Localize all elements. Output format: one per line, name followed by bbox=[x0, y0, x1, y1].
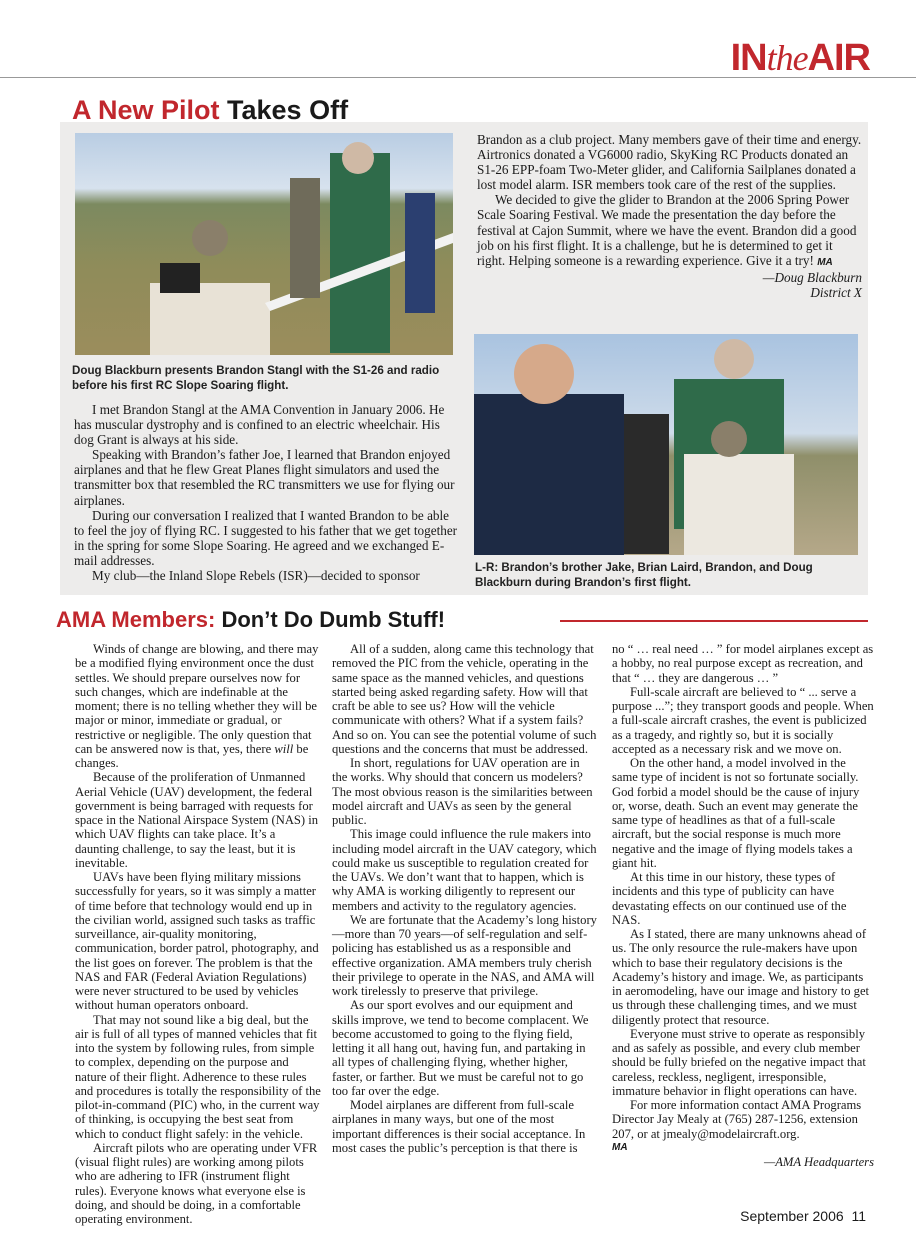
title-red-part: A New Pilot bbox=[72, 95, 220, 125]
article1-right-column bbox=[477, 132, 862, 300]
author: —AMA Headquarters bbox=[764, 1155, 874, 1169]
author-district: District X bbox=[810, 284, 862, 300]
paragraph-text: Winds of change are blowing, and there may be a modified flying environment once the dust settles. We should prepare ourselves now for such changes, which are indefinable at the moment; there is no telling whether they will be major or minor, immediate or gradual, or restrictive or negligible. The only question that can be answered now is that, yes, there bbox=[75, 642, 319, 756]
author: —Doug Blackburn bbox=[762, 269, 862, 285]
paragraph bbox=[75, 642, 321, 770]
photo1-illustration bbox=[75, 133, 453, 355]
paragraph: This image could influence the rule makers into including model aircraft in the UAV category, which could make us susceptible to regulation created for the UAVs. We don’t want that to happen, which is why AMA is working diligently to represent our members and activity to the regulatory agencies. bbox=[332, 827, 597, 913]
paragraph: Everyone must strive to operate as responsibly and as safely as possible, and every club member should be fully briefed on the negative impact that careless, reckless, negligent, irresponsible, immature behavior in flight operations can have. bbox=[612, 1026, 866, 1098]
photo-brandon-flight bbox=[474, 334, 858, 555]
paragraph bbox=[477, 192, 862, 269]
paragraph: In short, regulations for UAV operation are in the works. Why should that concern us modelers? The most obvious reason is the similarities between model aircraft and UAVs as seen by the general public. bbox=[332, 756, 593, 827]
paragraph-text: We decided to give the glider to Brandon at the 2006 Spring Power Scale Soaring Festival. We made the presentation the day before the festival at Cajon Summit, where we have the event. Brandon did a good job on his first flight. It is a challenge, but he is determined to get it right. Helping someone is a rewarding experience. Give it a try! bbox=[477, 192, 857, 268]
paragraph: My club—the Inland Slope Rebels (ISR)—decided to sponsor bbox=[92, 568, 420, 584]
paragraph: As I stated, there are many unknowns ahead of us. The only resource the rule-makers have upon which to base their regulatory decisions is the Academy’s history and image. We, as participants in aeromodeling, have our image and history to get us through these challenging times, and we must diligently protect that resource. bbox=[612, 927, 870, 1027]
page-number: 11 bbox=[851, 1208, 866, 1224]
section-logo bbox=[731, 38, 870, 78]
paragraph: During our conversation I realized that I wanted Brandon to be able to feel the joy of flying RC. I suggested to his father that we get together in the spring for some Slope Soaring. He agreed and we exchanged E-mail addresses. bbox=[74, 507, 458, 568]
title-red-part: AMA Members: bbox=[56, 607, 216, 632]
logo-air: AIR bbox=[807, 37, 870, 79]
paragraph: Because of the proliferation of Unmanned Aerial Vehicle (UAV) development, the federal government is being barraged with requests for space in the National Airspace System (NAS) in which UAV flights can take place. It’s a daunting challenge, to say the least, but it is inevitable. bbox=[75, 770, 319, 870]
paragraph: At this time in our history, these types of incidents and this type of publicity can have devastating effects on our continued use of the NAS. bbox=[612, 870, 847, 927]
article2-title bbox=[56, 606, 451, 634]
paragraph: Model airplanes are different from full-scale airplanes in many ways, but one of the most important differences is their social acceptance. In most cases the public’s perception is that there is bbox=[332, 1098, 586, 1155]
paragraph: We are fortunate that the Academy’s long history—more than 70 years—of self-regulation and self-policing has established us as a responsible and effective organization. AMA members truly cherish their privilege to operate in the NAS, and AMA will work tirelessly to preserve that privilege. bbox=[332, 912, 597, 998]
title-rule bbox=[560, 620, 868, 622]
paragraph: no “ … real need … ” for model airplanes except as a hobby, no real purpose except as recreation, and that “ … they are dangerous … ” bbox=[612, 642, 874, 685]
article1-title bbox=[72, 94, 348, 126]
paragraph-text: be changes. bbox=[75, 741, 309, 770]
ma-end-mark: MA bbox=[817, 256, 833, 268]
paragraph: On the other hand, a model involved in the same type of incident is not so fortunate socially. God forbid a model should be the cause of injury or, worse, death. Such an event may generate the same type of headlines as that of a full-scale aircraft, but the social response is much more negative and the image of flying models takes a giant hit. bbox=[612, 756, 860, 870]
photo-brandon-wheelchair bbox=[75, 133, 453, 355]
page-footer bbox=[740, 1208, 866, 1224]
title-black-part: Don’t Do Dumb Stuff! bbox=[215, 607, 446, 632]
paragraph: As our sport evolves and our equipment and skills improve, we tend to become complacent. We become accustomed to going to the flying field, letting it all hang out, having fun, and partaking in all types of challenging flying, whether higher, faster, or farther. But we must be careful not to go too far over the edge. bbox=[332, 998, 589, 1098]
photo2-caption: L-R: Brandon’s brother Jake, Brian Laird, Brandon, and Doug Blackburn during Brandon’s first flight. bbox=[475, 561, 813, 589]
paragraph: All of a sudden, along came this technology that removed the PIC from the vehicle, operating in the same space as the manned vehicles, and questions started being asked regarding safety. How will that craft be able to see us? How will the vehicle communicate with others? What if a system fails? And so on. You can see the potential volume of such questions and the concerns that must be addressed. bbox=[332, 642, 597, 756]
paragraph: Full-scale aircraft are believed to “ ... serve a purpose ...”; they transport goods and people. When a full-scale aircraft crashes, the event is publicized as a tragedy, and rightly so, but it is socially accepted as a necessary risk and we move on. bbox=[612, 684, 874, 756]
logo-in: IN bbox=[730, 37, 767, 79]
article2-column-2 bbox=[332, 642, 598, 1155]
photo1-caption: Doug Blackburn presents Brandon Stangl with the S1-26 and radio before his first RC Slope Soaring flight. bbox=[72, 364, 440, 392]
article2-column-1 bbox=[75, 642, 321, 1226]
italic-text: will bbox=[274, 741, 294, 756]
paragraph: That may not sound like a big deal, but the air is full of all types of manned vehicles that fit into the system by following rules, from simple to complex, depending on the purpose and nature of their flight. Adherence to these rules and procedures is totally the responsibility of the pilot-in-command (PIC) who, in the current way of thinking, is occupying the best seat from which to conduct flight safely: in the vehicle. bbox=[75, 1012, 321, 1141]
paragraph: For more information contact AMA Programs Director Jay Mealy at (765) 287-1256, extension 207, or at jmealy@modelaircraft.org. bbox=[612, 1098, 862, 1141]
photo2-illustration bbox=[474, 334, 858, 555]
paragraph: I met Brandon Stangl at the AMA Convention in January 2006. He has muscular dystrophy and is confined to an electric wheelchair. His dog Grant is always at his side. bbox=[74, 402, 445, 448]
paragraph: UAVs have been flying military missions successfully for years, so it was simply a matter of time before that technology would end up in the civilian world, assigned such tasks as traffic surveillance, air-quality monitoring, communication, border patrol, photography, and the list goes on forever. The problem is that the NAS and FAR (Federal Aviation Regulations) were never structured to be used by vehicles without human operators onboard. bbox=[75, 870, 319, 1013]
paragraph: Aircraft pilots who are operating under VFR (visual flight rules) are working among pilots who are adhering to IFR (instrument flight rules). Everyone knows what everyone else is doing, and should be doing, in a comfortable operating environment. bbox=[75, 1140, 318, 1226]
paragraph: Brandon as a club project. Many members gave of their time and energy. Airtronics donated a VG6000 radio, SkyKing RC Products donated an S1-26 EPP-foam Two-Meter glider, and California Sailplanes donated a lost model alarm. ISR members took care of the rest of the supplies. bbox=[477, 132, 862, 193]
paragraph: Speaking with Brandon’s father Joe, I learned that Brandon enjoyed airplanes and that he flew Great Planes flight simulators and used the transmitter box that resembled the RC transmitters we use for flying our airplanes. bbox=[74, 447, 455, 508]
ma-end-mark: MA bbox=[612, 1141, 628, 1153]
logo-the: the bbox=[766, 38, 808, 78]
issue-date: September 2006 bbox=[740, 1208, 844, 1224]
title-black-part: Takes Off bbox=[219, 95, 349, 125]
article1-left-column bbox=[74, 402, 459, 583]
article2-column-3 bbox=[612, 642, 874, 1169]
